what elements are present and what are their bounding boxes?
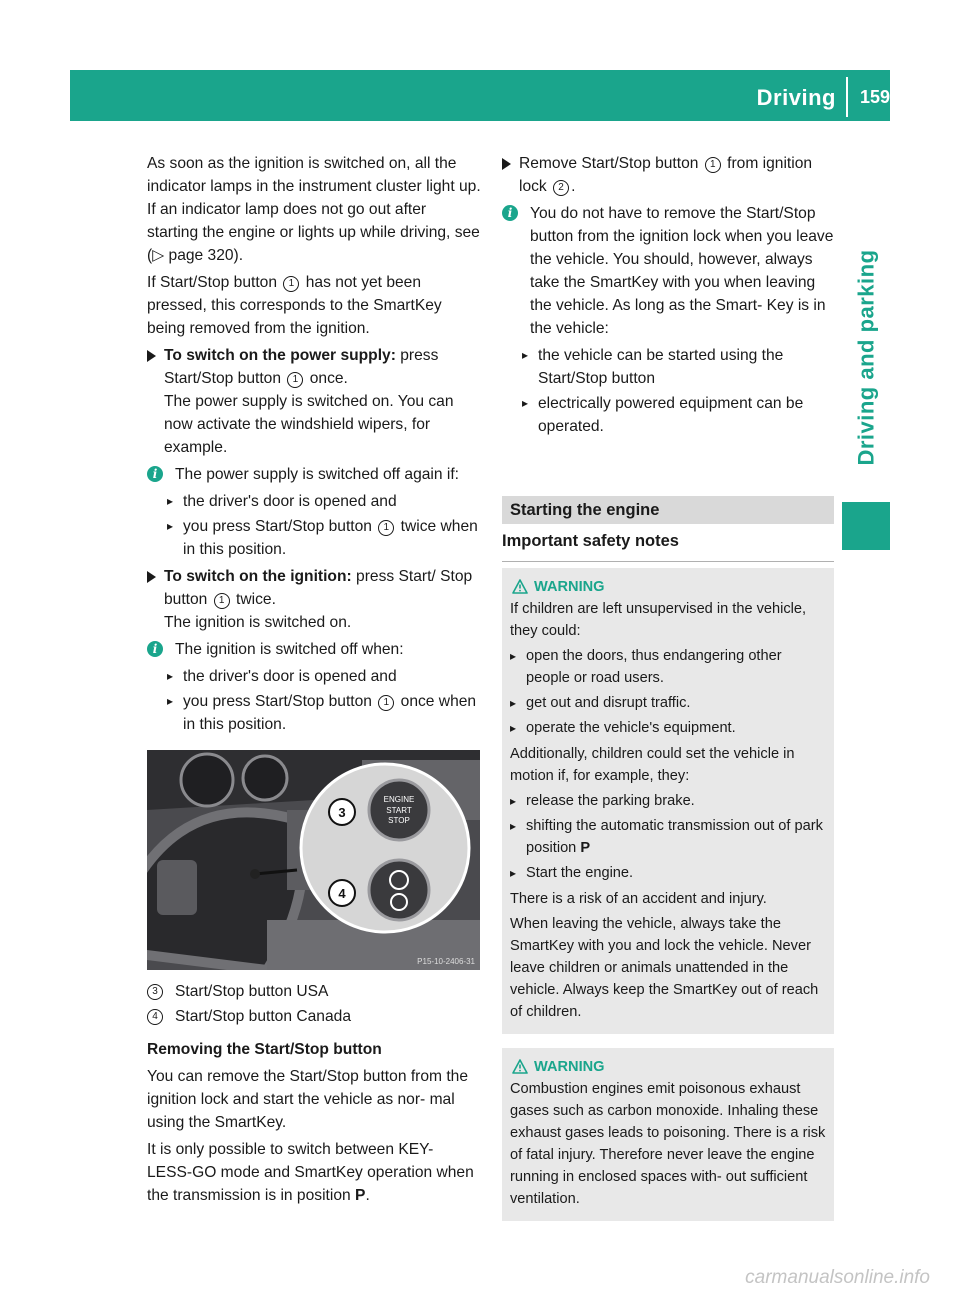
info-text: The ignition is switched off when: <box>175 641 404 658</box>
left-column <box>147 152 481 1211</box>
dashboard-illustration <box>147 750 480 970</box>
step-remove-button <box>502 152 834 198</box>
removing-heading: Removing the Start/Stop button <box>147 1041 382 1058</box>
list-item <box>167 515 481 561</box>
header-section <box>757 82 890 112</box>
list-item: ▸ electrically powered equipment can be operated. <box>522 392 834 438</box>
info-icon: i <box>147 641 163 657</box>
warning-list <box>510 790 826 884</box>
list-item: ▸ release the parking brake. <box>510 790 826 812</box>
step-ignition <box>147 565 481 634</box>
text-span: has not yet been pressed, this corresponds to the SmartKey being removed from the ignition. <box>147 274 442 337</box>
marker-1: 1 <box>283 276 299 292</box>
marker-4: 4 <box>338 886 346 901</box>
marker-4: 4 <box>147 1009 163 1025</box>
text-span: once when in this position. <box>183 693 477 733</box>
marker-3: 3 <box>338 805 346 820</box>
removing-paragraph-2 <box>147 1138 481 1207</box>
info2-list <box>167 665 481 736</box>
marker-2: 2 <box>553 180 569 196</box>
text-span: press Start/Stop button <box>164 347 439 387</box>
info-power-off <box>147 463 481 486</box>
caption-text: Start/Stop button USA <box>175 983 329 1000</box>
list-item: ▸ get out and disrupt traffic. <box>510 692 826 714</box>
info-icon: i <box>502 205 518 221</box>
warning-text: Combustion engines emit poisonous exhaust gases such as carbon monoxide. Inhaling these exhaust gases leads to poisoning. There is a risk of fatal injury. Therefore never leave the engine running in enclosed spaces with- out sufficient ventilation. <box>510 1081 826 1207</box>
caption-canada <box>147 1005 481 1028</box>
text-span: Remove Start/Stop button <box>519 155 699 172</box>
start-label: START <box>386 806 412 815</box>
side-tab-marker <box>842 502 890 550</box>
step-title: To switch on the power supply: <box>164 347 396 364</box>
text-span: If Start/Stop button <box>147 274 278 291</box>
marker-3: 3 <box>147 984 163 1000</box>
warning-title <box>510 576 826 598</box>
list-item <box>167 690 481 736</box>
list-item: ▸ operate the vehicle's equipment. <box>510 717 826 739</box>
warning-text: If children are left unsupervised in the vehicle, they could: <box>510 601 807 639</box>
section-title: Driving <box>756 84 836 110</box>
info-icon: i <box>147 466 163 482</box>
info-text: You do not have to remove the Start/Stop button from the ignition lock when you leave the vehicle. You should, however, always take the SmartKey with you when leaving the vehicle. As long as the Smart- Key is in the vehicle: <box>530 205 834 337</box>
warning-exhaust <box>502 1048 834 1221</box>
text-span: shifting the automatic transmission out of park position <box>526 818 823 856</box>
list-item: ▸ the driver's door is opened and <box>167 490 481 513</box>
engine-label: ENGINE <box>383 795 415 804</box>
intro-paragraph: As soon as the ignition is switched on, all the indicator lamps in the instrument cluster light up. If an indicator lamp does not go out after starting the engine or lights up while driving, see (▷ page 320). <box>147 155 481 264</box>
subsection-heading: Important safety notes <box>502 524 834 562</box>
warning-list <box>510 645 826 739</box>
warning-title <box>510 1056 826 1078</box>
marker-1: 1 <box>378 695 394 711</box>
info1-list <box>167 490 481 561</box>
header-divider <box>846 77 848 117</box>
info-ignition-off <box>147 638 481 661</box>
warning-label: WARNING <box>534 579 605 595</box>
marker-1: 1 <box>378 520 394 536</box>
info-remove-optional <box>502 202 834 340</box>
gear-position: P <box>580 840 591 856</box>
side-tab-label: Driving and parking <box>853 248 879 466</box>
warning-icon <box>512 579 528 594</box>
warning-label: WARNING <box>534 1059 605 1075</box>
page-number: 159 <box>859 86 890 107</box>
list-item: ▸ open the doors, thus endangering other people or road users. <box>510 645 826 689</box>
text-span: once. <box>309 370 348 387</box>
text-span: press Start/ Stop button <box>164 568 473 608</box>
text-span: . <box>571 178 576 195</box>
list-item: ▸ the driver's door is opened and <box>167 665 481 688</box>
info-text: The power supply is switched off again if: <box>175 466 460 483</box>
step-arrow-icon <box>502 158 511 170</box>
warning-icon <box>512 1059 528 1074</box>
dashboard-photo <box>147 750 480 970</box>
step-arrow-icon <box>147 350 156 362</box>
stop-label: STOP <box>388 816 410 825</box>
warning-text: When leaving the vehicle, always take the SmartKey with you and lock the vehicle. Never leave children or animals unattended in the vehicle. Always keep the SmartKey out of reach of children. <box>510 916 819 1020</box>
warning-text: Additionally, children could set the vehicle in motion if, for example, they: <box>510 746 795 784</box>
text-span: It is only possible to switch between KEY- LESS-GO mode and SmartKey operation when the transmission is in position <box>147 1141 474 1204</box>
list-item <box>510 815 826 859</box>
step-power-supply <box>147 344 481 459</box>
step-title: To switch on the ignition: <box>164 568 352 585</box>
text-span: you press Start/Stop button <box>183 518 372 535</box>
text-span: you press Start/Stop button <box>183 693 372 710</box>
info-right-list <box>522 344 834 438</box>
right-column <box>502 152 834 1235</box>
list-item: ▸ Start the engine. <box>510 862 826 884</box>
caption-text: Start/Stop button Canada <box>175 1008 351 1025</box>
warning-children <box>502 568 834 1034</box>
removing-paragraph-1: You can remove the Start/Stop button from the ignition lock and start the vehicle as nor- mal using the SmartKey. <box>147 1068 469 1131</box>
text-span: twice. <box>236 591 276 608</box>
step-result: The ignition is switched on. <box>164 614 352 631</box>
text-span: from ignition lock <box>519 155 813 195</box>
marker-1: 1 <box>287 372 303 388</box>
figure-code: P15-10-2406-31 <box>417 957 475 966</box>
marker-1: 1 <box>214 593 230 609</box>
marker-1: 1 <box>705 157 721 173</box>
section-heading: Starting the engine <box>502 496 834 524</box>
text-span: . <box>365 1187 370 1204</box>
gear-position: P <box>355 1187 366 1204</box>
list-item: ▸ the vehicle can be started using the Start/Stop button <box>522 344 834 390</box>
text-span: twice when in this position. <box>183 518 478 558</box>
step-arrow-icon <box>147 571 156 583</box>
warning-text: There is a risk of an accident and injury. <box>510 891 767 907</box>
not-pressed-paragraph <box>147 271 481 340</box>
side-tab <box>842 232 890 482</box>
caption-usa <box>147 980 481 1003</box>
watermark: carmanualsonline.info <box>745 1267 930 1288</box>
step-result: The power supply is switched on. You can now activate the windshield wipers, for example. <box>164 393 454 456</box>
